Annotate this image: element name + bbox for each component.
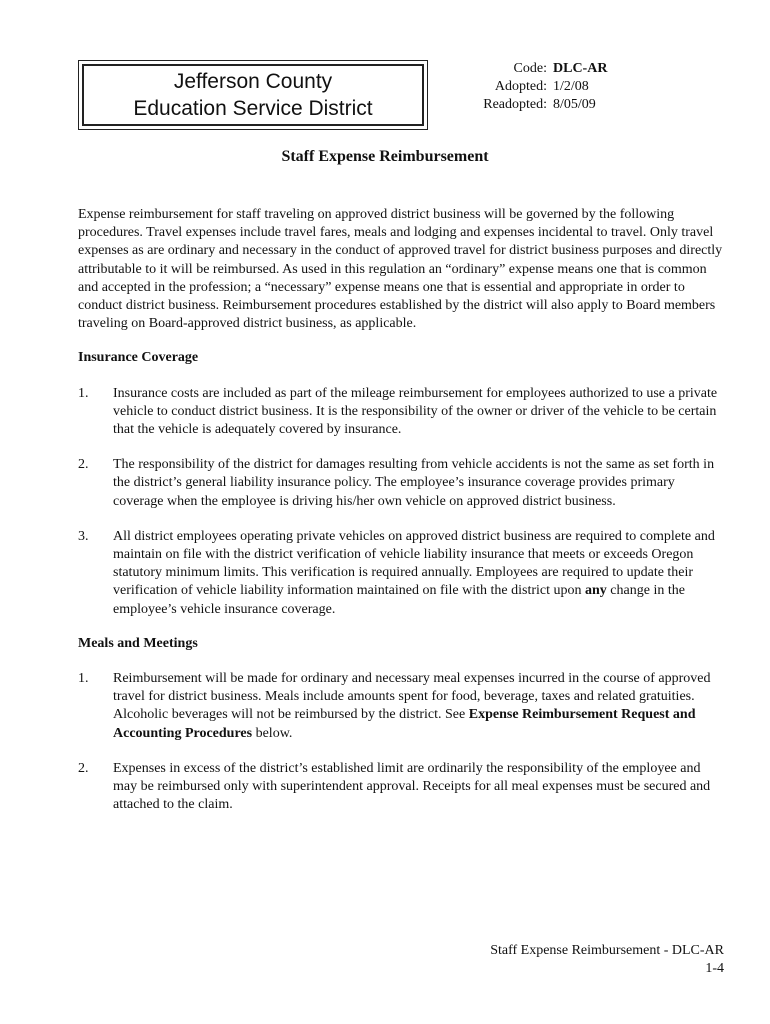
- district-name-line1: Jefferson County: [173, 70, 333, 93]
- intro-paragraph: Expense reimbursement for staff traveling on approved district business will be governed by the following procedures. Travel expenses include travel fares, meals and lodging and expenses incidental to travel. Only travel expenses as are ordinary and necessary in the conduct of approved travel for district business purposes and directly attributable to it will be reimbursed. As used in this regulation an “ordinary” expense means one that is common and accepted in the profession; a “necessary” expense means one that is essential and appropriate in order to conduct district business. Reimbursement procedures established by the district will also apply to Board members traveling on Board-approved district business, as applicable.: [78, 207, 723, 332]
- list-item: [78, 670, 728, 743]
- item-text: The responsibility of the district for damages resulting from vehicle accidents is not the same as set forth in the district’s general liability insurance policy. The employee’s insurance coverage provides primary coverage when the employee is driving his/her own vehicle on approved district business.: [113, 457, 715, 509]
- item-text-part: below.: [252, 725, 293, 741]
- code-row: [462, 60, 607, 78]
- list-item: [78, 456, 728, 511]
- policy-metadata: [462, 60, 607, 114]
- item-text-emphasis: any: [585, 583, 607, 599]
- item-text-part: All district employees operating private vehicles on approved district business are required to complete and maintain on file with the district verification of vehicle liability insurance that meets or exceeds Oregon statutory minimum limits. This verification is required annually. Employees are required to update their verification of vehicle liability information maintained on file with the district upon: [113, 528, 715, 599]
- page-footer: [490, 942, 724, 978]
- adopted-label: Adopted:: [494, 79, 547, 94]
- adopted-value: 1/2/08: [553, 79, 589, 94]
- item-number: 1.: [78, 671, 89, 687]
- document-body: [78, 206, 728, 814]
- item-number: 1.: [78, 385, 89, 401]
- list-item: [78, 385, 728, 440]
- item-number: 2.: [78, 760, 89, 776]
- item-text-emphasis: Expense Reimbursement Request and Accounting Procedures: [113, 707, 696, 741]
- code-label: Code:: [513, 61, 547, 76]
- item-text: Insurance costs are included as part of the mileage reimbursement for employees authorized to use a private vehicle to conduct district business. It is the responsibility of the owner or driver of the vehicle to be certain that the vehicle is adequately covered by insurance.: [113, 385, 718, 438]
- item-text-part: change in the employee’s vehicle insurance coverage.: [113, 583, 685, 617]
- page-title: Staff Expense Reimbursement: [281, 148, 489, 165]
- list-item: [78, 528, 728, 619]
- readopted-row: [462, 96, 607, 114]
- code-value: DLC-AR: [553, 61, 608, 76]
- item-number: 2.: [78, 457, 89, 473]
- item-text: Expenses in excess of the district’s established limit are ordinarily the responsibility of the employee and may be reimbursed only with superintendent approval. Receipts for all meal expenses must be secured and attached to the claim.: [113, 760, 711, 813]
- district-name-line2: Education Service District: [133, 97, 373, 120]
- district-name-box: [78, 60, 428, 130]
- meals-heading: Meals and Meetings: [78, 635, 198, 651]
- adopted-row: [462, 78, 607, 96]
- item-text-part: Reimbursement will be made for ordinary and necessary meal expenses incurred in the course of approved travel for district business. Meals include amounts spent for food, beverage, taxes and related gratuities. Alcoholic beverages will not be reimbursed by the district. See: [113, 671, 711, 723]
- item-text: [113, 528, 728, 619]
- item-number: 3.: [78, 528, 89, 544]
- district-name-box-inner: [82, 64, 424, 126]
- list-item: [78, 760, 728, 815]
- readopted-value: 8/05/09: [553, 97, 596, 112]
- insurance-heading: Insurance Coverage: [78, 350, 199, 366]
- readopted-label: Readopted:: [483, 97, 547, 112]
- page-number: 1-4: [705, 961, 724, 976]
- footer-doc-title: Staff Expense Reimbursement - DLC-AR: [490, 943, 724, 958]
- item-text: [113, 670, 728, 743]
